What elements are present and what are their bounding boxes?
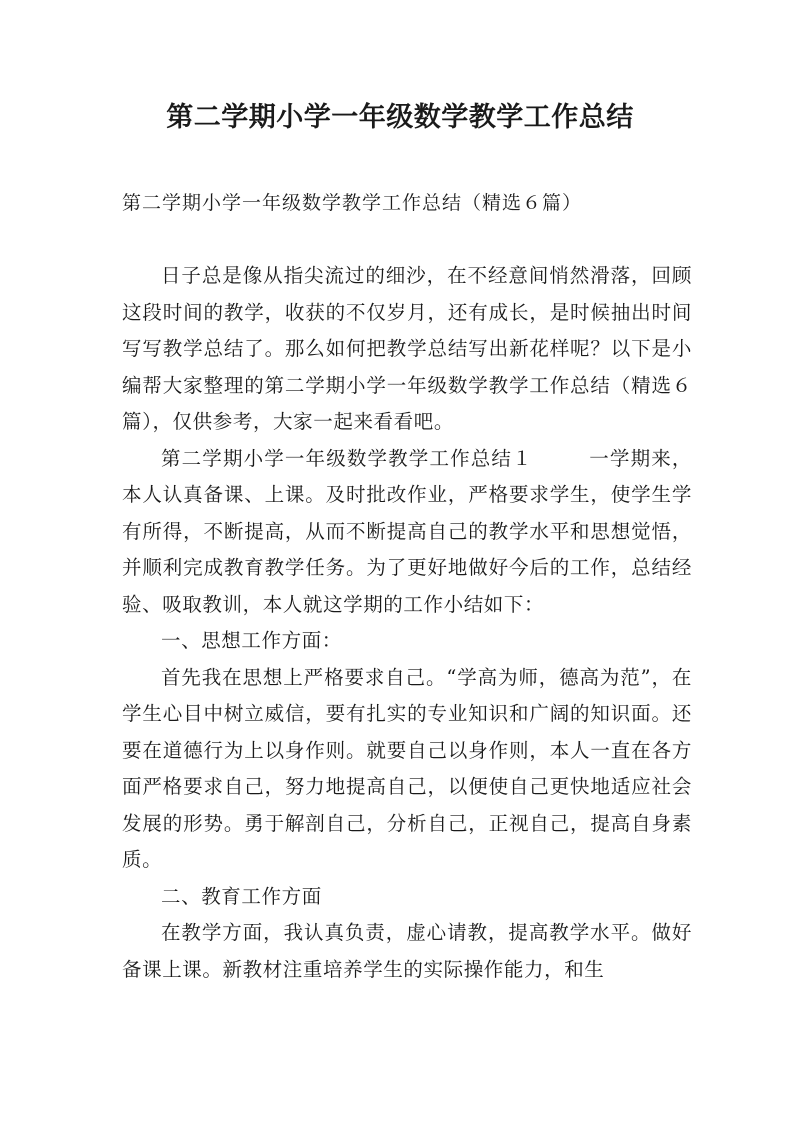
document-title: 第二学期小学一年级数学教学工作总结 — [166, 102, 634, 133]
intro-paragraph: 日子总是像从指尖流过的细沙，在不经意间悄然滑落，回顾这段时间的教学，收获的不仅岁月，还有成长，是时候抽出时间写写教学总结了。那么如何把教学总结写出新花样呢？以下是小编帮大家整理的第二学期小学一年级数学教学工作总结（精选６篇），仅供参考，大家一起来看看吧。 — [122, 264, 692, 433]
document-subtitle: 第二学期小学一年级数学教学工作总结（精选６篇） — [122, 192, 583, 214]
part-1-heading: 一、思想工作方面： — [161, 629, 342, 652]
part-2-paragraph: 在教学方面，我认真负责，虚心请教，提高教学水平。做好备课上课。新教材注重培养学生的实际操作能力，和生 — [122, 921, 692, 981]
section-1-paragraph — [122, 441, 692, 624]
section-1-text: 一学期来，本人认真备课、上课。及时批改作业，严格要求学生，使学生学有所得，不断提高，从而不断提高自己的教学水平和思想觉悟，并顺利完成教育教学任务。为了更好地做好今后的工作，总结经验、吸取教训，本人就这学期的工作小结如下： — [122, 446, 692, 616]
document-body — [122, 258, 692, 988]
part-1-paragraph: 首先我在思想上严格要求自己。“学高为师，德高为范”，在学生心目中树立威信，要有扎实的专业知识和广阔的知识面。还要在道德行为上以身作则。就要自己以身作则，本人一直在各方面严格要求自己，努力地提高自己，以便使自己更快地适应社会发展的形势。勇于解剖自己，分析自己，正视自己，提高自身素质。 — [122, 665, 692, 871]
section-1-heading: 第二学期小学一年级数学教学工作总结１ — [161, 446, 533, 470]
part-2-heading: 二、教育工作方面 — [161, 884, 322, 908]
